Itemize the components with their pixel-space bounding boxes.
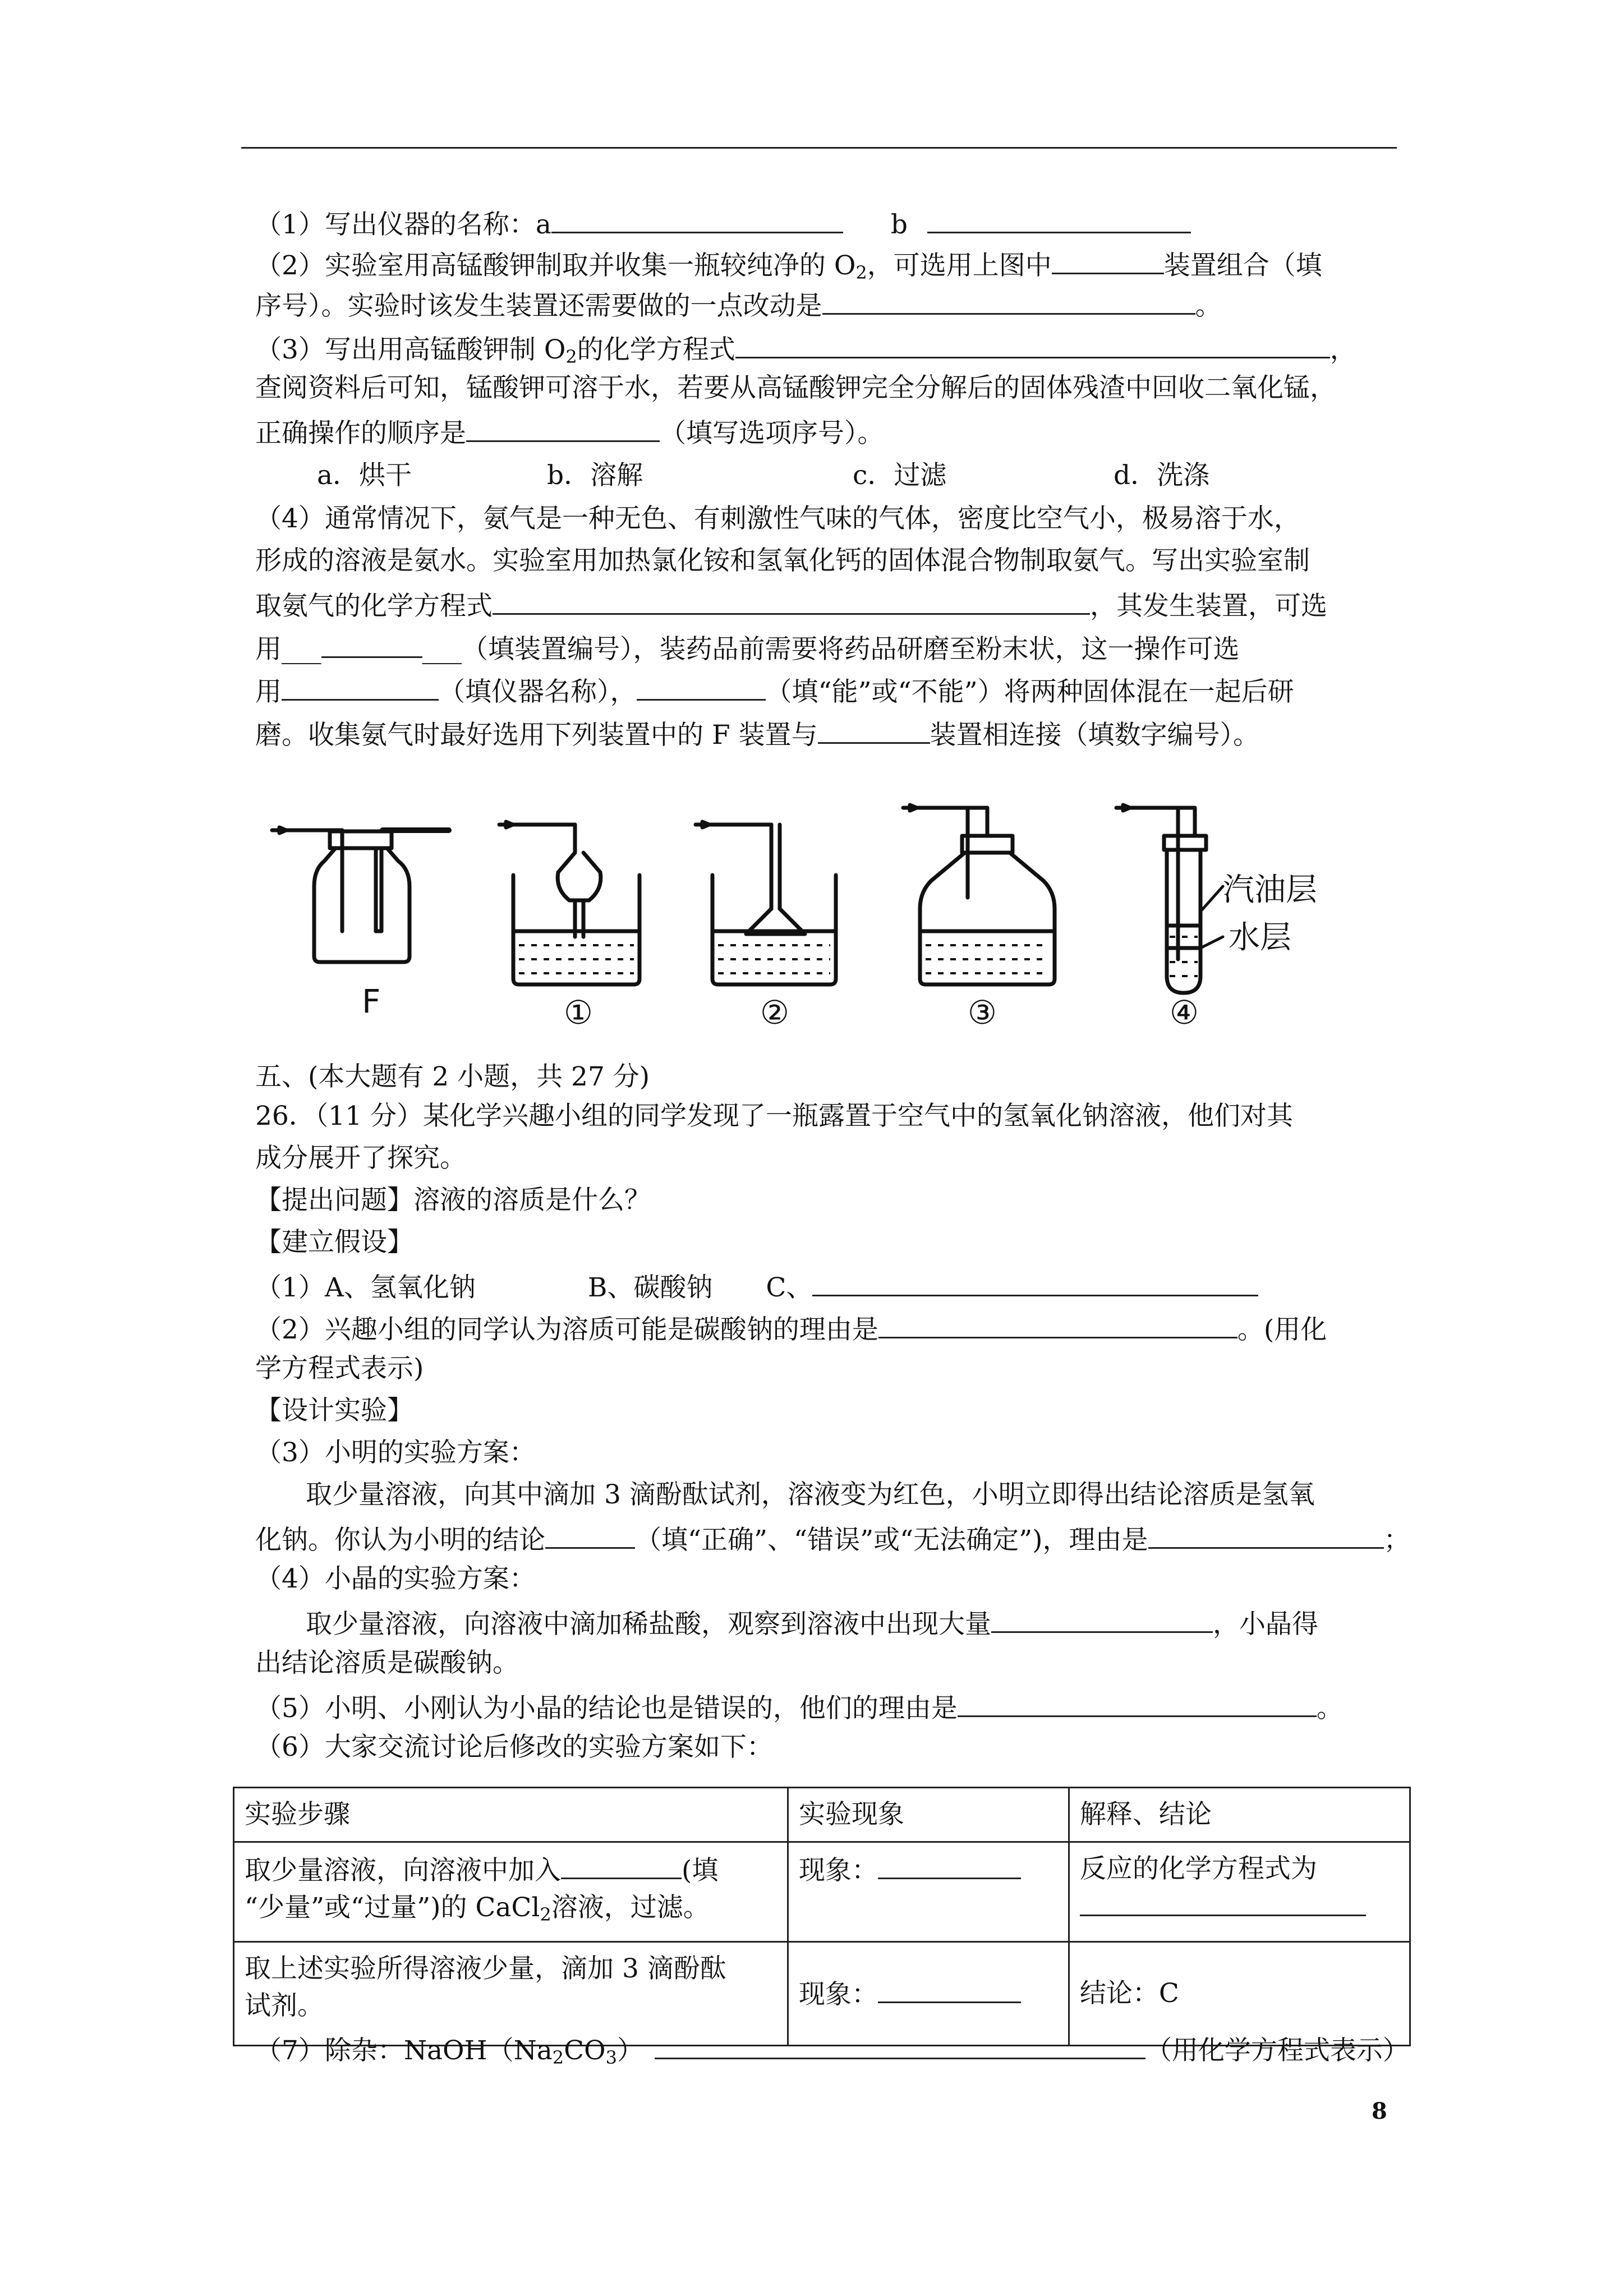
table-cell-step2 [234,1942,788,2046]
experiment-3-line2 [255,1520,1410,1557]
text: 装置相连接（填数字编号）。 [930,720,1259,751]
table-cell-conclusion1 [1069,1842,1410,1942]
experiment-5-line [255,1688,1343,1726]
text: （2）实验室用高锰酸钾制取并收集一瓶较纯净的 O [255,250,856,281]
header-rule [241,147,1397,149]
text: CO [564,2035,606,2066]
text: ） [617,2035,643,2066]
answer-blank-modification[interactable] [822,286,1195,315]
text: 。(用化 [1237,1314,1327,1345]
heading-hypothesis: 【建立假设】 [255,1227,413,1258]
experiment-table [233,1787,1411,2046]
answer-blank-hypothesis-c[interactable] [812,1268,1258,1296]
answer-blank-collect-device[interactable] [818,715,930,744]
text: B、碳酸钠 [587,1272,713,1303]
answer-blank-phenomenon1[interactable] [878,1851,1021,1879]
q25-part3-line2: 查阅资料后可知，锰酸钾可溶于水，若要从高锰酸钾完全分解后的固体残渣中回收二氧化锰， [255,372,1336,403]
label-water-layer: 水层 [1229,919,1291,956]
text: 取少量溶液，向溶液中滴加稀盐酸，观察到溶液中出现大量 [306,1609,991,1640]
answer-blank-order[interactable] [466,413,660,442]
section-title: 五、(本大题有 2 小题，共 27 分) [255,1061,650,1092]
label-1: ① [564,993,593,1027]
text: （2）兴趣小组的同学认为溶质可能是碳酸钠的理由是 [255,1314,878,1345]
text: 现象： [798,1855,878,1886]
text: 取上述实验所得溶液少量，滴加 3 滴酚酞 [245,1953,726,1984]
text: ___（填装置编号），装药品前需要将药品研磨至粉末状，这一操作可选 [422,634,1240,665]
text: 磨。收集氨气时最好选用下列装置中的 F 装置与 [255,720,818,751]
text: 的化学方程式 [577,334,735,365]
setup-2-diagram [696,822,836,984]
text: ； [1383,1525,1410,1556]
liquid-dashes [519,937,1198,976]
answer-blank-phenomenon2[interactable] [878,1975,1021,2003]
label-gasoline-layer: 汽油层 [1223,872,1317,908]
subscript: 2 [565,346,577,367]
text: 。 [1195,291,1222,321]
q25-part4-line4 [255,629,1240,666]
q25-part2-line1 [255,246,1322,289]
table-cell-conclusion2: 结论：C [1069,1942,1410,2046]
answer-blank-nh3-equation[interactable] [493,586,1090,615]
text: 。 [1316,1693,1343,1724]
experiment-6-title: （6）大家交流讨论后修改的实验方案如下： [255,1732,773,1763]
answer-blank-phenomenon[interactable] [991,1604,1213,1633]
text: 反应的化学方程式为 [1079,1853,1317,1884]
q25-part1 [255,205,1191,242]
page-number: 8 [1372,2098,1387,2124]
heading-question: 【提出问题】溶液的溶质是什么？ [255,1185,651,1216]
answer-blank-xiaoming-reason[interactable] [1148,1520,1384,1549]
q25-part4-line1: （4）通常情况下，氨气是一种无色、有刺激性气味的气体，密度比空气小，极易溶于水， [255,503,1300,534]
table-row [234,1942,1410,2046]
table-cell-phenomenon2 [788,1942,1069,2046]
text: ， [1329,334,1356,365]
text: 化钠。你认为小明的结论 [255,1525,545,1556]
q25-part3-line1 [255,330,1356,374]
text: 装置组合（填 [1163,250,1322,281]
label-4: ④ [1170,993,1199,1027]
setup-3-diagram [903,805,1055,984]
answer-blank-reaction-equation[interactable] [1080,1888,1366,1916]
heading-design: 【设计实验】 [255,1395,413,1426]
answer-blank-device-no[interactable] [321,629,422,658]
answer-blank-xiaoming-xiaogang-reason[interactable] [958,1688,1317,1717]
q26-intro-line2: 成分展开了探究。 [255,1143,466,1174]
table-header-row [234,1788,1410,1842]
bottle-f-diagram [272,827,449,962]
option-a: a．烘干 [317,460,412,491]
answer-blank-can-or-not[interactable] [637,672,766,701]
table-cell-phenomenon1 [788,1842,1069,1942]
answer-blank-a[interactable] [551,205,843,233]
label-2: ② [760,993,789,1027]
q25-part4-line5 [255,672,1294,709]
subscript: 2 [552,2047,564,2068]
q26-intro-line1: 26．（11 分）某化学兴趣小组的同学发现了一瓶露置于空气中的氢氧化钠溶液，他们对其 [255,1101,1294,1131]
table-header-conclusion: 解释、结论 [1069,1788,1410,1842]
subscript: 2 [540,1904,551,1925]
experiment-3-title: （3）小明的实验方案： [255,1437,536,1468]
text: ，其发生装置，可选 [1090,591,1327,622]
experiment-3-line1: 取少量溶液，向其中滴加 3 滴酚酞试剂，溶液变为红色，小明立即得出结论溶质是氢氧 [306,1479,1315,1510]
text: ，可选用上图中 [867,250,1052,281]
text: 正确操作的顺序是 [255,418,466,449]
table-header-phenomenon: 实验现象 [788,1788,1069,1842]
q25-part4-line3 [255,586,1327,623]
text: 取少量溶液，向溶液中加入 [245,1855,561,1886]
subscript: 2 [855,262,867,283]
answer-blank-instrument[interactable] [282,672,439,701]
hypothesis-line1 [255,1268,1258,1305]
experiment-7-line [255,2031,1409,2074]
text: （填仪器名称）， [439,677,637,707]
text: （填“正确”、“错误”或“无法确定”)，理由是 [635,1525,1148,1556]
text: 现象： [798,1978,878,2010]
hypothesis-line2 [255,1310,1327,1347]
text: 取氨气的化学方程式 [255,591,493,622]
table-cell-step1 [234,1842,788,1942]
answer-blank-xiaoming-conclusion[interactable] [545,1520,635,1549]
text: 序号）。实验时该发生装置还需要做的一点改动是 [255,291,822,321]
apparatus-figure [264,797,1329,1027]
option-c: c．过滤 [853,460,947,491]
hypothesis-line3: 学方程式表示) [255,1353,424,1384]
q25-part4-line6 [255,715,1259,752]
text: 用___ [255,634,321,665]
experiment-4-line2: 出结论溶质是碳酸钠。 [255,1648,519,1678]
text: （1）A、氢氧化钠 [255,1272,476,1303]
text: （填写选项序号）。 [660,418,884,449]
answer-blank-equation[interactable] [735,330,1330,358]
table-row [234,1842,1410,1942]
text: 用 [255,677,282,707]
answer-blank-removal-equation[interactable] [655,2031,1145,2059]
text: (填 [682,1855,719,1886]
text: （1）写出仪器的名称：a [255,209,551,240]
label-3: ③ [968,993,997,1027]
text: （填“能”或“不能”）将两种固体混在一起后研 [765,677,1294,707]
text: 溶液，过滤。 [551,1892,710,1923]
q25-part3-line3 [255,413,884,450]
subscript: 3 [605,2047,617,2068]
q25-part4-line2: 形成的溶液是氨水。实验室用加热氯化铵和氢氧化钙的固体混合物制取氨气。写出实验室制 [255,545,1310,576]
answer-blank-device-combo[interactable] [1052,246,1164,274]
text: “少量”或“过量”)的 CaCl [245,1892,540,1923]
table-header-steps: 实验步骤 [234,1788,788,1842]
text: （5）小明、小刚认为小晶的结论也是错误的，他们的理由是 [255,1693,958,1724]
experiment-4-line1 [306,1604,1318,1641]
text: ，小晶得 [1213,1609,1318,1640]
text: （7）除杂：NaOH（Na [255,2035,553,2066]
text: b [890,209,908,240]
text: 试剂。 [245,1990,324,2021]
option-d: d．洗涤 [1114,460,1210,491]
text: C、 [766,1272,813,1303]
answer-blank-amount[interactable] [561,1851,682,1879]
text: （3）写出用高锰酸钾制 O [255,334,566,365]
setup-4-diagram [1116,805,1223,993]
answer-blank-reason-equation[interactable] [878,1310,1237,1338]
label-f: F [362,982,381,1020]
q25-part2-line2 [255,286,1222,323]
experiment-4-title: （4）小晶的实验方案： [255,1563,536,1594]
text: （用化学方程式表示） [1145,2035,1409,2066]
option-b: b．溶解 [547,460,643,491]
answer-blank-b[interactable] [927,205,1191,233]
